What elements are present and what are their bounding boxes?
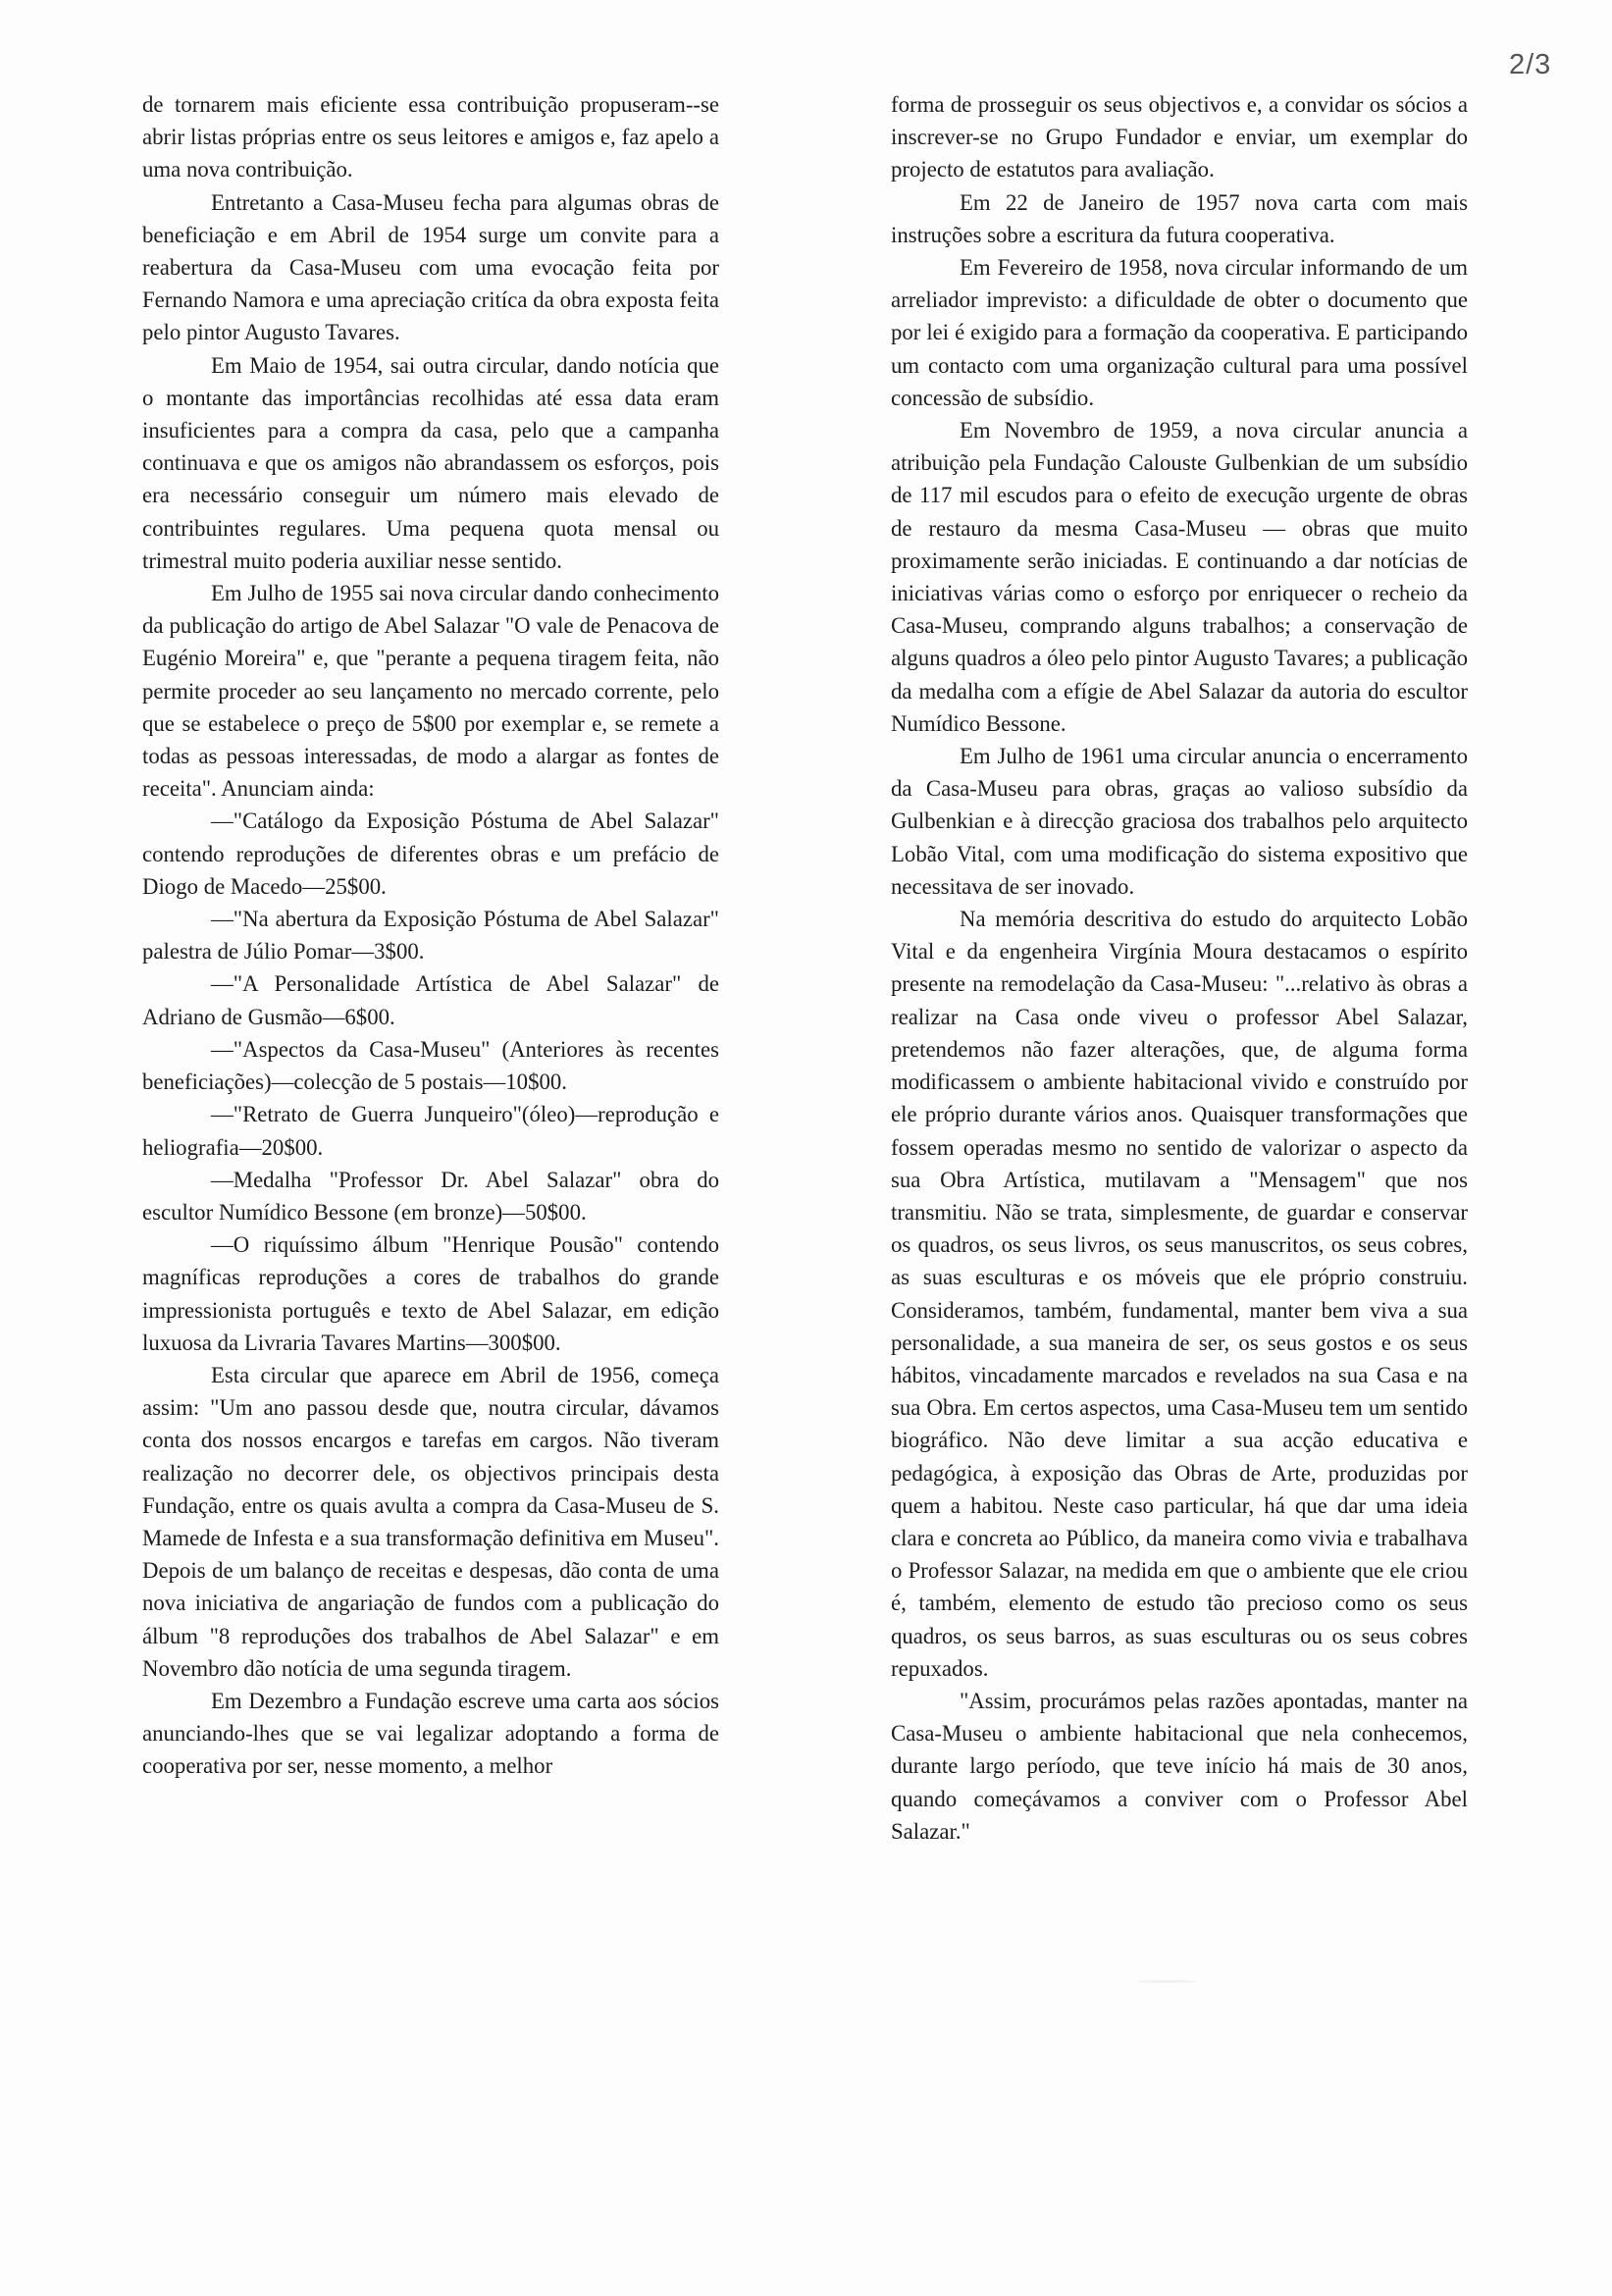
paragraph: Em Fevereiro de 1958, nova circular informando de um arreliador imprevisto: a dificuldade de obter o documento que por lei é exigido para a formação da cooperativa. E participando um contacto com uma organização cultural para uma possível concessão de subsídio. xyxy=(891,255,1468,410)
list-item: —"A Personalidade Artística de Abel Salazar" de Adriano de Gusmão—6$00. xyxy=(142,971,719,1029)
paragraph: Entretanto a Casa-Museu fecha para algumas obras de beneficiação e em Abril de 1954 surge um convite para a reabertura da Casa-Museu com uma evocação feita por Fernando Namora e uma apreciação critíca da obra exposta feita pelo pintor Augusto Tavares. xyxy=(142,189,719,345)
paragraph: forma de prosseguir os seus objectivos e, a convidar os sócios a inscrever-se no Grupo Fundador e enviar, um exemplar do projecto de estatutos para avaliação. xyxy=(891,92,1468,183)
list-item: —"Catálogo da Exposição Póstuma de Abel Salazar" contendo reproduções de diferentes obras e um prefácio de Diogo de Macedo—25$00. xyxy=(142,809,719,899)
paragraph: Em Maio de 1954, sai outra circular, dando notícia que o montante das importâncias recolhidas até essa data eram insuficientes para a compra da casa, pelo que a campanha continuava e que os amigos não abrandassem os esforços, pois era necessário conseguir um número mais elevado de contribuintes regulares. Uma pequena quota mensal ou trimestral muito poderia auxiliar nesse sentido. xyxy=(142,352,719,573)
scan-speck xyxy=(1138,1980,1197,1983)
paragraph: Esta circular que aparece em Abril de 1956, começa assim: "Um ano passou desde que, noutra circular, dávamos conta dos nossos encargos e tarefas em cargos. Não tiveram realização no decorrer dele, os objectivos principais desta Fundação, entre os quais avulta a compra da Casa-Museu de S. Mamede de Infesta e a sua transformação definitiva em Museu". Depois de um balanço de receitas e despesas, dão conta de uma nova iniciativa de angariação de fundos com a publicação do álbum "8 reproduções dos trabalhos de Abel Salazar" e em Novembro dão notícia de uma segunda tiragem. xyxy=(142,1362,719,1681)
list-item: —"Retrato de Guerra Junqueiro"(óleo)—reprodução e heliografia—20$00. xyxy=(142,1102,719,1160)
paragraph: Em Novembro de 1959, a nova circular anuncia a atribuição pela Fundação Calouste Gulbenkian de um subsídio de 117 mil escudos para o efeito de execução urgente de obras de restauro da mesma Casa-Museu — obras que muito proximamente serão iniciadas. E continuando a dar notícias de iniciativas várias como o esforço por enriquecer o recheio da Casa-Museu, comprando alguns trabalhos; a conservação de alguns quadros a óleo pelo pintor Augusto Tavares; a publicação da medalha com a efígie de Abel Salazar da autoria do escultor Numídico Bessone. xyxy=(891,418,1468,736)
page-number: 2/3 xyxy=(1509,49,1552,80)
list-item: —"Na abertura da Exposição Póstuma de Abel Salazar" palestra de Júlio Pomar—3$00. xyxy=(142,907,719,965)
paragraph: Em Julho de 1961 uma circular anuncia o encerramento da Casa-Museu para obras, graças ao valioso subsídio da Gulbenkian e à direcção graciosa dos trabalhos pelo arquitecto Lobão Vital, com uma modificação do sistema expositivo que necessitava de ser inovado. xyxy=(891,744,1468,899)
left-column xyxy=(142,88,719,1783)
paragraph: Em Dezembro a Fundação escreve uma carta aos sócios anunciando-lhes que se vai legalizar adoptando a forma de cooperativa por ser, nesse momento, a melhor xyxy=(142,1688,719,1779)
paragraph: Na memória descritiva do estudo do arquitecto Lobão Vital e da engenheira Virgínia Moura destacamos o espírito presente na remodelação da Casa-Museu: "...relativo às obras a realizar na Casa onde viveu o professor Abel Salazar, pretendemos não fazer alterações, que, de alguma forma modificassem o ambiente habitacional vivido e construído por ele próprio durante vários anos. Quaisquer transformações que fossem operadas mesmo no sentido de valorizar o aspecto da sua Obra Artística, mutilavam a "Mensagem" que nos transmitiu. Não se trata, simplesmente, de guardar e conservar os quadros, os seus livros, os seus manuscritos, os seus cobres, as suas esculturas e os móveis que ele próprio construiu. Consideramos, também, fundamental, manter bem viva a sua personalidade, a sua maneira de ser, os seus gostos e os seus hábitos, vincadamente marcados e revelados na sua Casa e na sua Obra. Em certos aspectos, uma Casa-Museu tem um sentido biográfico. Não deve limitar a sua acção educativa e pedagógica, à exposição das Obras de Arte, produzidas por quem a habitou. Neste caso particular, há que dar uma ideia clara e concreta ao Público, da maneira como vivia e trabalhava o Professor Salazar, na medida em que o ambiente que ele criou é, também, elemento de estudo tão precioso como os seus quadros, os seus barros, as suas esculturas ou os seus cobres repuxados. xyxy=(891,907,1468,1681)
list-item: —Medalha "Professor Dr. Abel Salazar" obra do escultor Numídico Bessone (em bronze)—50$00. xyxy=(142,1167,719,1225)
list-item: —O riquíssimo álbum "Henrique Pousão" contendo magníficas reproduções a cores de trabalhos do grande impressionista português e texto de Abel Salazar, em edição luxuosa da Livraria Tavares Martins—300$00. xyxy=(142,1232,719,1355)
scan-speck xyxy=(714,854,719,859)
list-item: —"Aspectos da Casa-Museu" (Anteriores às recentes beneficiações)—colecção de 5 postais—10$00. xyxy=(142,1036,719,1095)
paragraph: "Assim, procurámos pelas razões apontadas, manter na Casa-Museu o ambiente habitacional que nela conhecemos, durante largo período, que teve início há mais de 30 anos, quando começávamos a conviver com o Professor Abel Salazar." xyxy=(891,1688,1468,1844)
paragraph: Em Julho de 1955 sai nova circular dando conhecimento da publicação do artigo de Abel Salazar "O vale de Penacova de Eugénio Moreira" e, que "perante a pequena tiragem feita, não permite proceder ao seu lançamento no mercado corrente, pelo que se estabelece o preço de 5$00 por exemplar e, se remete a todas as pessoas interessadas, de modo a alargar as fontes de receita". Anunciam ainda: xyxy=(142,581,719,802)
paragraph: de tornarem mais eficiente essa contribuição propuseram--se abrir listas próprias entre os seus leitores e amigos e, faz apelo a uma nova contribuição. xyxy=(142,92,719,183)
paragraph: Em 22 de Janeiro de 1957 nova carta com mais instruções sobre a escritura da futura cooperativa. xyxy=(891,189,1468,247)
right-column xyxy=(891,88,1468,1848)
